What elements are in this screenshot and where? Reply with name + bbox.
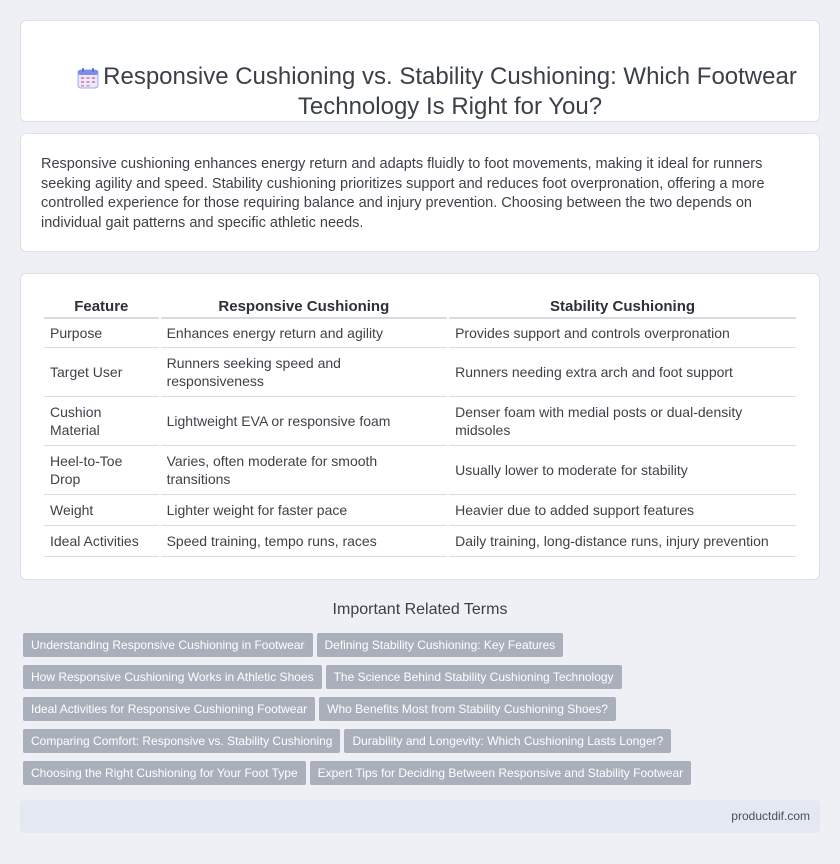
column-header: Feature [44, 295, 159, 319]
table-cell: Heel-to-Toe Drop [44, 446, 159, 495]
table-cell: Target User [44, 348, 159, 397]
column-header: Responsive Cushioning [161, 295, 448, 319]
table-cell: Usually lower to moderate for stability [449, 446, 796, 495]
related-term-link[interactable]: Ideal Activities for Responsive Cushioning Footwear [23, 697, 315, 721]
table-row [44, 495, 796, 526]
intro-card [20, 133, 820, 252]
table-cell: Provides support and controls overpronation [449, 319, 796, 348]
table-cell: Lighter weight for faster pace [161, 495, 448, 526]
table-cell: Daily training, long-distance runs, injury prevention [449, 526, 796, 557]
comparison-card [20, 273, 820, 580]
table-cell: Cushion Material [44, 397, 159, 446]
table-cell: Lightweight EVA or responsive foam [161, 397, 448, 446]
table-cell: Ideal Activities [44, 526, 159, 557]
table-cell: Speed training, tempo runs, races [161, 526, 448, 557]
related-terms-heading: Important Related Terms [332, 601, 508, 618]
site-name[interactable]: productdif.com [731, 809, 810, 823]
column-header: Stability Cushioning [449, 295, 796, 319]
table-cell: Denser foam with medial posts or dual-density midsoles [449, 397, 796, 446]
table-cell: Purpose [44, 319, 159, 348]
intro-paragraph: Responsive cushioning enhances energy return and adapts fluidly to foot movements, making it ideal for runners seeking agility and speed. Stability cushioning prioritizes support and reduces foot overpronation, offering a more controlled experience for those requiring balance and injury prevention. Choosing between the two depends on individual gait patterns and specific athletic needs. [41, 156, 765, 232]
table-cell: Runners needing extra arch and foot support [449, 348, 796, 397]
table-cell: Heavier due to added support features [449, 495, 796, 526]
table-cell: Varies, often moderate for smooth transitions [161, 446, 448, 495]
related-term-link[interactable]: Choosing the Right Cushioning for Your Foot Type [23, 761, 306, 785]
related-term-link[interactable]: Understanding Responsive Cushioning in Footwear [23, 633, 313, 657]
table-header-row [44, 295, 796, 319]
related-term-link[interactable]: How Responsive Cushioning Works in Athletic Shoes [23, 665, 322, 689]
related-terms-list [23, 633, 823, 793]
footer-bar [20, 800, 820, 833]
related-term-link[interactable]: Comparing Comfort: Responsive vs. Stability Cushioning [23, 729, 340, 753]
page-title: Responsive Cushioning vs. Stability Cushioning: Which Footwear Technology Is Right for You? [103, 63, 797, 120]
related-term-link[interactable]: Durability and Longevity: Which Cushioning Lasts Longer? [344, 729, 671, 753]
related-term-link[interactable]: Who Benefits Most from Stability Cushioning Shoes? [319, 697, 616, 721]
table-row [44, 319, 796, 348]
table-cell: Weight [44, 495, 159, 526]
table-row [44, 348, 796, 397]
table-row [44, 397, 796, 446]
table-row [44, 526, 796, 557]
related-term-link[interactable]: Defining Stability Cushioning: Key Features [317, 633, 564, 657]
title-card [20, 20, 820, 122]
table-row [44, 446, 796, 495]
table-cell: Enhances energy return and agility [161, 319, 448, 348]
related-term-link[interactable]: Expert Tips for Deciding Between Responsive and Stability Footwear [310, 761, 692, 785]
related-term-link[interactable]: The Science Behind Stability Cushioning Technology [326, 665, 622, 689]
comparison-table [42, 295, 798, 557]
table-cell: Runners seeking speed and responsiveness [161, 348, 448, 397]
